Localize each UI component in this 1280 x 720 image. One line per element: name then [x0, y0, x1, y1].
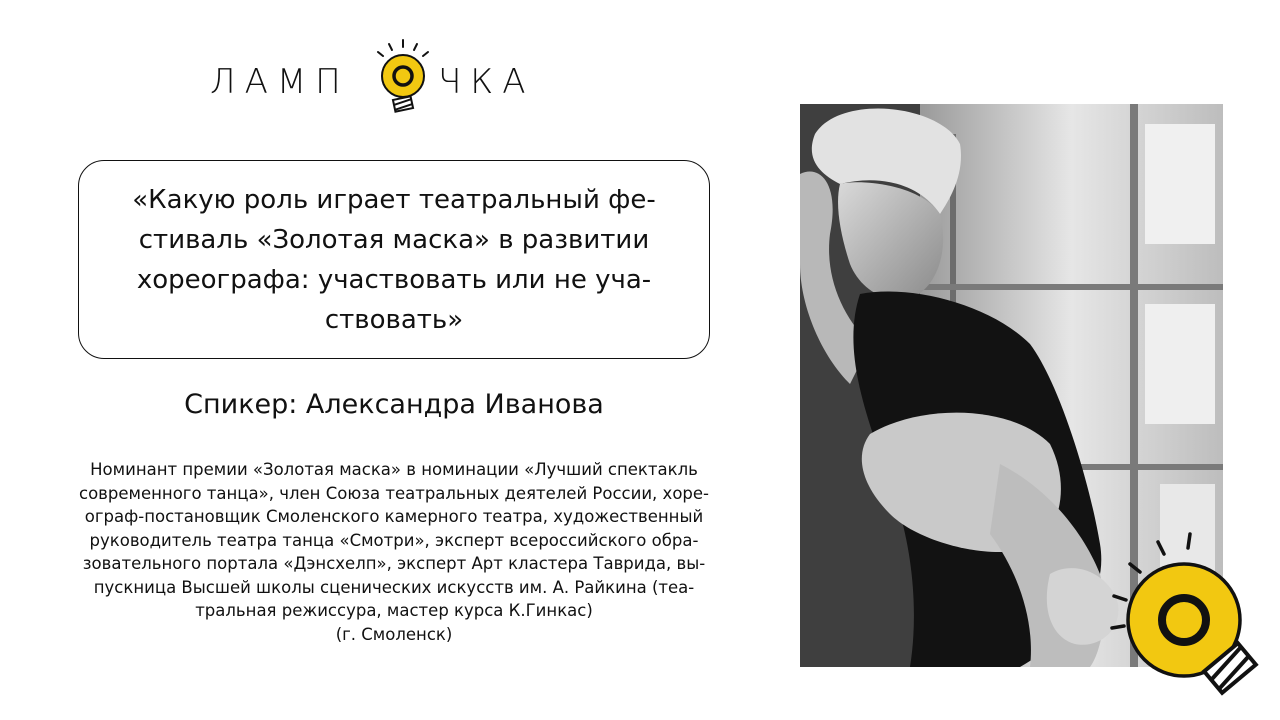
logo-text-right: ЧКА [438, 62, 535, 102]
lightbulb-icon [368, 38, 438, 118]
bio-line: руководитель театра танца «Смотри», эксперт всероссийского обра- [89, 530, 699, 550]
quote-line: стиваль «Золотая маска» в развитии [138, 224, 650, 255]
bio-city: (г. Смоленск) [335, 624, 453, 644]
logo-text-left: ЛАМП [210, 62, 350, 102]
bio-line: тральная режиссура, мастер курса К.Гинкас) [195, 601, 593, 620]
topic-quote-box [78, 160, 710, 359]
logo [210, 38, 555, 118]
speaker-name: Спикер: Александра Иванова [184, 389, 604, 420]
bio-line: ограф-постановщик Смоленского камерного театра, художественный [84, 507, 704, 526]
quote-line: «Какую роль играет театральный фе- [132, 184, 656, 215]
bio-line: Номинант премии «Золотая маска» в номинации «Лучший спектакль [90, 460, 698, 479]
speaker-bio [48, 458, 740, 646]
bio-line: современного танца», член Союза театральных деятелей России, хоре- [79, 483, 709, 503]
bio-line: пускница Высшей школы сценических искусств им. А. Райкина (теа- [93, 577, 695, 597]
quote-line: ствовать» [324, 304, 464, 335]
quote-line: хореографа: участвовать или не уча- [136, 264, 652, 295]
topic-quote [132, 180, 655, 340]
bio-line: зовательного портала «Дэнсхелп», эксперт Арт кластера Таврида, вы- [82, 554, 706, 573]
lightbulb-decoration-icon [1072, 520, 1280, 720]
